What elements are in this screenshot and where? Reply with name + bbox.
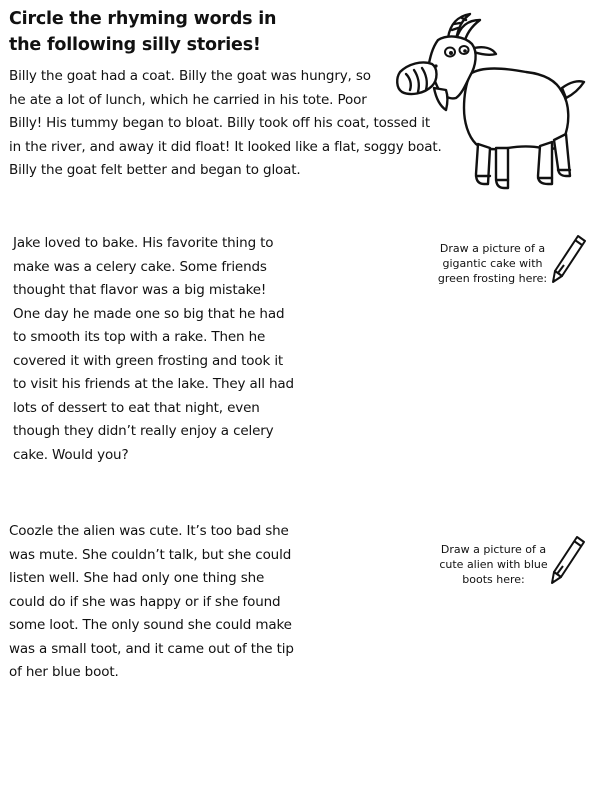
prompt-line: gigantic cake with <box>442 257 543 270</box>
story-line: of her blue boot. <box>9 664 119 680</box>
prompt-line: green frosting here: <box>437 272 548 285</box>
story-line: was a small toot, and it came out of the tip <box>9 640 294 657</box>
story-line: to visit his friends at the lake. They all had <box>13 376 294 392</box>
story-line: could do if she was happy or if she found <box>9 593 281 610</box>
story-line: he ate a lot of lunch, which he carried in his tote. Poor <box>9 91 367 108</box>
prompt-line: cute alien with blue <box>439 558 548 571</box>
story-line: some loot. The only sound she could make <box>9 617 292 633</box>
story-line: listen well. She had only one thing she <box>9 570 265 586</box>
story-line: was mute. She couldn’t talk, but she could <box>9 546 292 563</box>
story-line: in the river, and away it did float! It looked like a flat, soggy boat. <box>9 138 442 155</box>
pencil-icon <box>548 232 588 286</box>
story-line: Coozle the alien was cute. It’s too bad she <box>9 523 289 539</box>
story-line: Jake loved to bake. His favorite thing to <box>13 235 274 251</box>
story-coozle-alien <box>9 520 324 685</box>
story-line: lots of dessert to eat that night, even <box>13 399 260 416</box>
story-line: cake. Would you? <box>13 446 129 463</box>
story-line: make was a celery cake. Some friends <box>13 258 267 275</box>
draw-prompt-alien <box>426 542 561 587</box>
story-line: though they didn’t really enjoy a celery <box>13 423 274 439</box>
story-billy-goat <box>9 65 449 183</box>
pencil-icon <box>547 533 587 587</box>
story-line: covered it with green frosting and took it <box>13 352 284 369</box>
draw-prompt-cake <box>425 241 560 286</box>
story-line: thought that flavor was a big mistake! <box>13 282 267 298</box>
title-line: Circle the rhyming words in <box>9 9 277 29</box>
story-line: Billy the goat felt better and began to gloat. <box>9 162 301 178</box>
worksheet-title <box>9 6 276 58</box>
story-line: to smooth its top with a rake. Then he <box>13 329 266 345</box>
story-jake-cake <box>13 232 313 467</box>
story-line: Billy! His tummy began to bloat. Billy took off his coat, tossed it <box>9 115 431 131</box>
prompt-line: Draw a picture of a <box>440 543 547 556</box>
story-line: Billy the goat had a coat. Billy the goat was hungry, so <box>9 68 371 84</box>
prompt-line: boots here: <box>462 573 525 586</box>
story-line: One day he made one so big that he had <box>13 305 285 322</box>
prompt-line: Draw a picture of a <box>439 242 546 255</box>
title-line: the following silly stories! <box>9 35 261 55</box>
